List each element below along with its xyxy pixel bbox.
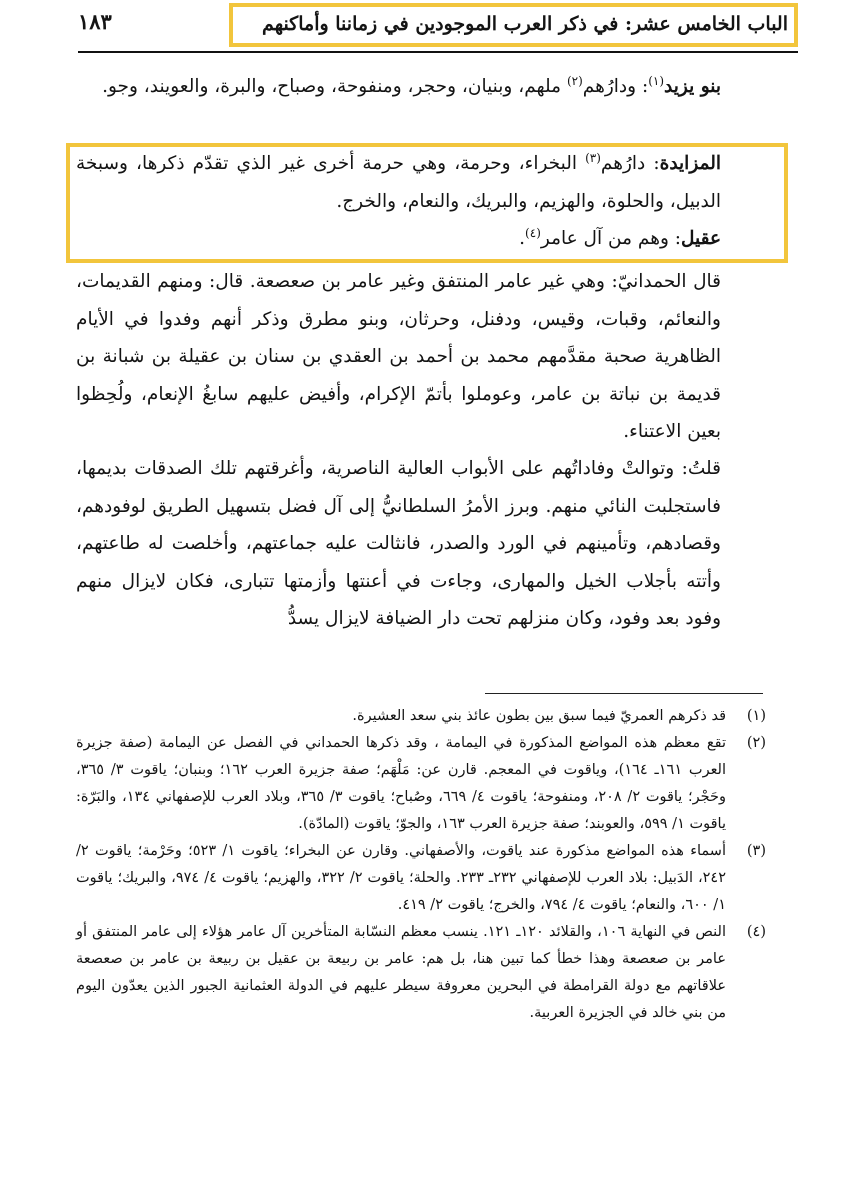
paragraph-bani-yazid — [76, 68, 721, 106]
paragraph-al-mazayida — [76, 145, 721, 258]
footnote-number: (٢) — [746, 735, 766, 751]
footnote-text: النص في النهاية ١٠٦، والقلائد ١٢٠ـ ١٢١. ينسب معظم النسّابة المتأخرين آل عامر هؤلاء إلى عامر المنتفق أو عامر بن صعصعة وهذا خطأ كما تبين هنا، بل هم: عامر بن ربيعة بن عقيل بن ربيعة بن عامر بن صعصعة علاقاتهم مع دولة القرامطة في البحرين معروفة سيطر عليهم في الدولة العثمانية الجبور الذين يعدّون اليوم من بني خالد في الجزيرة العربية. — [76, 924, 726, 1021]
footnote — [76, 838, 766, 919]
paragraph-text: : دارُهم — [600, 153, 660, 174]
footnote-number: (١) — [746, 708, 766, 724]
footnote-text: تقع معظم هذه المواضع المذكورة في اليمامة ، وقد ذكرها الحمداني في الفصل عن اليمامة (صفة جزيرة العرب ١٦١ـ ١٦٤)، وياقوت في المعجم. قارن عن: مَلْهَم؛ صفة جزيرة العرب ١٦٢؛ وبنبان؛ ياقوت ٣/ ٣٦٥، وحَجْر؛ ياقوت ٢/ ٢٠٨، ومنفوحة؛ ياقوت ٤/ ٦٦٩، وصُباح؛ ياقوت ٣/ ٣٦٥، وبلاد العرب للإصفهاني ١٣٤، والبَرّة: ياقوت ١/ ٥٩٩، والعوبند؛ صفة جزيرة العرب ١٦٣، والجوّ؛ ياقوت (المادّة). — [76, 735, 727, 832]
footnote-ref-3[interactable]: (٣) — [585, 150, 601, 165]
footnote-number: (٤) — [746, 924, 766, 940]
paragraph-text: : وهم من آل عامر — [540, 228, 681, 249]
footnote-ref-1[interactable]: (١) — [648, 73, 665, 88]
paragraph-punctuation: . — [519, 228, 526, 249]
footnote-text: قد ذكرهم العمريّ فيما سبق بين بطون عائذ بني سعد العشيرة. — [352, 708, 726, 724]
paragraph-aqil — [76, 220, 721, 258]
paragraph-qultu: قلتُ: وتوالتْ وفاداتُهم على الأبواب العالية الناصرية، وأغرقتهم تلك الصدقات بديمها، فاستجلبت النائي منهم. وبرز الأمرُ السلطانيُّ إلى آل فضل بتسهيل الطريق لوفودهم، وقصادهم، وتأمينهم في الورد والصدر، فانثالت عليه جماعتهم، وأخلصت له طاعتهم، وأتته بأجلاب الخيل والمهارى، وجاءت في أعنتها وأزمتها تتبارى، فكان لايزال منهم وفود بعد وفود، وكان منزلهم تحت دار الضيافة لايزال يسدُّ — [76, 458, 721, 629]
term-bani-yazid: بنو يزيد — [664, 76, 721, 97]
paragraph-line-group — [76, 145, 721, 220]
paragraph-hamdani: قال الحمدانيّ: وهي غير عامر المنتفق وغير عامر بن صعصعة. قال: ومنهم القديمات، والنعائم، وقبات، وقيس، ودفنل، وحرثان، وبنو مطرق وذكر أنهم وفدوا في الأيام الظاهرية صحبة مقدَّمهم محمد بن أحمد بن العقدي بن سنان بن عقيلة بن شبانة بن قديمة بن نباتة بن عامر، وعوملوا بأتمّ الإكرام، وأفيض عليهم سابغُ الإنعام، ولُحِظوا بعين الاعتناء. — [76, 271, 721, 442]
running-header — [78, 3, 798, 53]
footnote-separator — [485, 693, 763, 694]
page-number: ١٨٣ — [78, 9, 112, 34]
footnote — [76, 919, 766, 1027]
footnote-number: (٣) — [746, 843, 766, 859]
footnote — [76, 703, 766, 730]
footnote-ref-4[interactable]: (٤) — [525, 225, 541, 240]
term-al-mazayida: المزايدة — [659, 153, 721, 174]
footnotes — [76, 703, 766, 1027]
footnote-text: أسماء هذه المواضع مذكورة عند ياقوت، والأصفهاني. وقارن عن البخراء؛ ياقوت ١/ ٥٢٣؛ وحَرْمة؛ ياقوت ٢/ ٢٤٢، الدَبيل: بلاد العرب للإصفهاني ٢٣٢ـ ٢٣٣. والحلة؛ ياقوت ٢/ ٣٢٢، والهزيم؛ ياقوت ٤/ ٩٧٤، والبريك؛ ياقوت ١/ ٦٠٠، والنعام؛ ياقوت ٤/ ٧٩٤، والخرج؛ ياقوت ٢/ ٤١٩. — [76, 843, 727, 913]
chapter-title: الباب الخامس عشر: في ذكر العرب الموجودين في زماننا وأماكنهم — [262, 13, 788, 35]
paragraph-text: ملهم، وبنيان، وحجر، ومنفوحة، وصباح، والبرة، والعويند، وجو. — [102, 76, 567, 97]
footnote — [76, 730, 766, 838]
footnote-ref-2[interactable]: (٢) — [566, 73, 583, 88]
paragraph-text: : ودارُهم — [582, 76, 649, 97]
term-aqil: عقيل — [681, 228, 721, 249]
header-rule — [78, 51, 798, 53]
paragraph-text: البخراء، وحرمة، وهي حرمة أخرى غير الذي تقدّم ذكرها، وسبخة الدبيل، والحلوة، والهزيم، والبريك، والنعام، والخرج. — [76, 153, 721, 212]
